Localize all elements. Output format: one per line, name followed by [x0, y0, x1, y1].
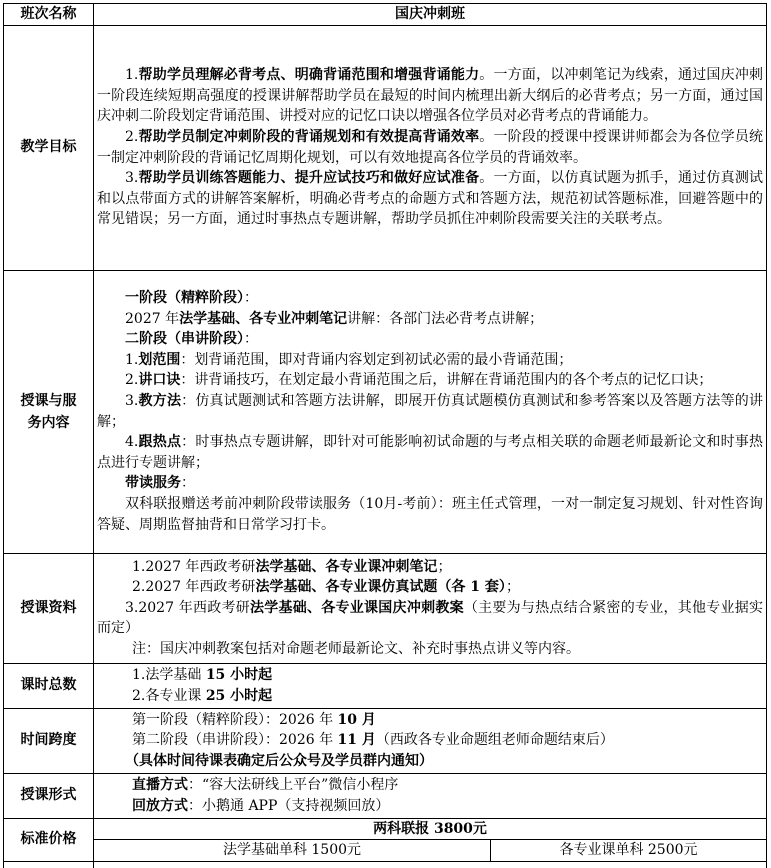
course-name-value: 国庆冲刺班 — [94, 4, 767, 26]
stage2-item: 4.跟热点：时事热点专题讲解，即针对可能影响初试命题的与考点相关联的命题老师最新论文和时事热点进行专题讲解； — [97, 434, 764, 471]
stage2-item: 2.讲口诀：讲背诵技巧，在划定最小背诵范围之后，讲解在背诵范围内的各个考点的记忆口诀； — [125, 372, 713, 389]
course-info-table — [3, 3, 767, 868]
service-desc: 双科联报赠送考前冲刺阶段带读服务（10月-考前）：班主任式管理，一对一制定复习规划、针对性咨询答疑、周期监督抽背和日常学习打卡。 — [97, 495, 763, 533]
hours-content — [94, 663, 767, 708]
materials-note: 注：国庆冲刺教案包括对命题老师最新论文、补充时事热点讲义等内容。 — [132, 640, 580, 657]
service-title: 带读服务： — [125, 475, 195, 492]
materials-content — [94, 553, 767, 663]
goal-item: 2.帮助学员制定冲刺阶段的背诵规划和有效提高背诵效率。一阶段的授课中授课讲师都会为各位学员统一制定冲刺阶段的背诵记忆周期化规划，可以有效地提高各位学员的背诵效率。 — [97, 129, 764, 166]
goals-label: 教学目标 — [4, 25, 94, 270]
timespan-content — [94, 708, 767, 773]
material-item: 1.2027 年西政考研法学基础、各专业课冲刺笔记； — [132, 558, 452, 575]
timespan-note: （具体时间待课表确定后公众号及学员群内通知） — [125, 752, 433, 769]
price-label: 标准价格 — [4, 818, 94, 861]
format-content — [94, 773, 767, 818]
format-item: 直播方式：“容大法研线上平台”微信小程序 — [132, 777, 399, 793]
goal-item: 3.帮助学员训练答题能力、提升应试技巧和做好应试准备。一方面，以仿真试题为抓手，通过仿真测试和以点带面方式的讲解答案解析，明确必背考点的命题方式和答题方法，规范初试答题标准，回避答题中的常见错误；另一方面，通过时事热点专题讲解，帮助学员抓住冲刺阶段需要关注的关联考点。 — [97, 170, 764, 228]
stage2-item: 1.划范围：划背诵范围，即对背诵内容划定到初试必需的最小背诵范围； — [125, 351, 573, 368]
materials-label: 授课资料 — [4, 553, 94, 663]
stage1-desc: 2027 年法学基础、各专业冲刺笔记讲解：各部门法必背考点讲解； — [125, 310, 544, 327]
content-label: 授课与服务内容 — [4, 270, 94, 553]
stage2-title: 二阶段（串讲阶段）： — [125, 331, 258, 348]
timespan-label: 时间跨度 — [4, 708, 94, 773]
content-body — [94, 270, 767, 553]
stage2-item: 3.教方法：仿真试题测试和答题方法讲解，即展开仿真试题模仿真测试和参考答案以及答题方法等的讲解； — [97, 393, 764, 430]
price-basic: 法学基础单科 1500元 — [94, 840, 491, 862]
goals-content — [94, 25, 767, 270]
hours-item: 1.法学基础 15 小时起 — [132, 667, 273, 683]
table-cutoff — [94, 861, 767, 868]
format-item: 回放方式：小鹅通 APP（支持视频回放） — [132, 797, 390, 814]
course-name-label: 班次名称 — [4, 4, 94, 26]
hours-label: 课时总数 — [4, 663, 94, 708]
timespan-item: 第二阶段（串讲阶段）：2026 年 11 月（西政各专业命题组老师命题结束后） — [132, 732, 614, 749]
goal-item: 1.帮助学员理解必背考点、明确背诵范围和增强背诵能力。一方面，以冲刺笔记为线索，通过国庆冲刺一阶段连续短期高强度的授课讲解帮助学员在最短的时间内梳理出新大纲后的必背考点；另一方面，通过国庆冲刺二阶段划定背诵范围、讲授对应的记忆口诀以增强各位学员对必背考点的背诵能力。 — [97, 67, 764, 125]
price-major: 各专业课单科 2500元 — [491, 840, 767, 862]
stage1-title: 一阶段（精粹阶段）： — [125, 290, 258, 307]
material-item: 2.2027 年西政考研法学基础、各专业课仿真试题（各 1 套）； — [132, 579, 520, 596]
price-combo: 两科联报 3800元 — [94, 818, 767, 840]
format-label: 授课形式 — [4, 773, 94, 818]
hours-item: 2.各专业课 25 小时起 — [132, 687, 273, 704]
table-cutoff — [4, 861, 94, 868]
material-item: 3.2027 年西政考研法学基础、各专业课国庆冲刺教案（主要为与热点结合紧密的专业，其他专业据实而定） — [97, 599, 764, 637]
timespan-item: 第一阶段（精粹阶段）：2026 年 10 月 — [132, 711, 376, 728]
